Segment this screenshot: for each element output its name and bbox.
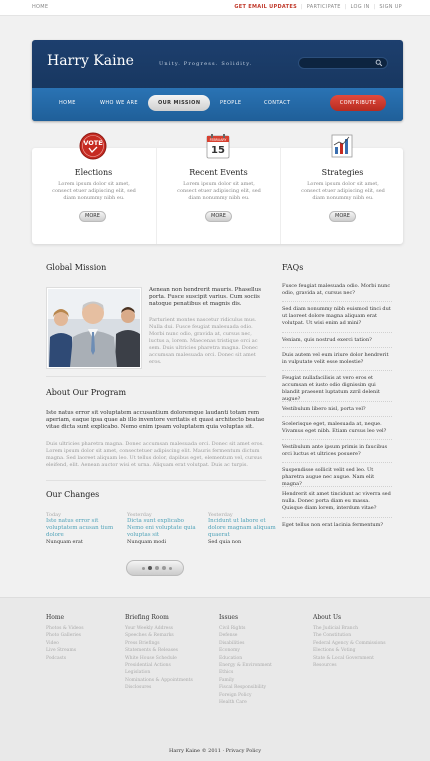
footer-link[interactable]: Your Weekly Address [125, 626, 173, 631]
faq-divider [282, 462, 392, 463]
login-link[interactable]: LOG IN [350, 4, 370, 10]
footer-link[interactable]: Podcasts [46, 655, 67, 661]
email-updates-link[interactable]: GET EMAIL UPDATES [234, 4, 298, 10]
footer-link[interactable]: Ethics [219, 670, 234, 676]
contribute-button[interactable]: CONTRIBUTE [330, 95, 386, 111]
feature-text: Lorem ipsum dolor sit amet, consect etuer adipiscing elit, sed diam nonummy nibh eu. [301, 181, 385, 201]
faq-item[interactable]: Eget tellus non erat lacinia fermentum? [282, 522, 384, 528]
nav-item-our-mission[interactable]: OUR MISSION [148, 95, 210, 111]
change-sub: Nunquam modi [127, 539, 167, 545]
footer-link[interactable]: Press Briefings [125, 640, 160, 646]
footer-link[interactable]: Elections & Voting [313, 648, 356, 654]
changes-pager [126, 560, 184, 576]
faq-item[interactable]: Hendrerit sit amet tincidunt ac viverra sed nulla. Donec porta diam eu massa. Quisque diam lorem, interdum vitae? [282, 491, 391, 511]
feature-elections [32, 139, 155, 244]
section-title-changes: Our Changes [46, 490, 100, 499]
faq-item[interactable]: Suspendisse sollicit velit sed leo. Ut pharetra augue nec augue. Nam elit magna? [282, 467, 375, 487]
participate-link[interactable]: PARTICIPATE [306, 4, 341, 10]
main-nav [32, 88, 403, 121]
copyright-text: Harry Kaine © 2011 · Privacy Policy [168, 748, 262, 754]
footer-link[interactable]: Fiscal Responsibility [219, 685, 267, 691]
top-bar [0, 0, 430, 16]
vote-badge-icon [79, 132, 107, 160]
footer-link[interactable]: Presidential Actions [125, 663, 171, 669]
footer-link[interactable]: Resources [313, 663, 337, 669]
footer-link[interactable]: Speeches & Remarks [125, 633, 174, 639]
footer-link[interactable]: Civil Rights [219, 626, 246, 631]
faq-divider [282, 301, 392, 302]
site-tagline: Unity. Progress. Solidity. [159, 61, 253, 67]
faq-divider [282, 370, 392, 371]
program-body: Duis ultricies pharetra magna. Donec accumsan malesuada orci. Donec sit amet eros. Lorem ipsum dolor sit amet, consectetuer adipiscing elit. Mauris fermentum dictum magna. Sed laoreet aliquam leo. Ut tellus dolor, dapibus eget, elementum vel, cursus eleifend, elit. Aenean auctor wisi et urna. Aliquam erat volutpat. Duis ac turpis. [46, 441, 264, 468]
site-logo[interactable]: Harry Kaine [47, 53, 134, 69]
site-footer [0, 597, 430, 761]
faq-item[interactable]: Veniam, quis nostrud exerci tation? [282, 337, 372, 343]
faq-item[interactable]: Sed diam nonummy nibh euismod tinci dut ut laoreet dolore magna aliquam erat volutpat. Ut wisi enim ad mini? [282, 306, 391, 326]
change-link[interactable]: Dicta sunt explicabo Nemo eni voluptate quia voluptas sit [127, 518, 196, 538]
footer-link[interactable]: Energy & Environment [219, 663, 272, 669]
change-date: Yesterday [127, 512, 152, 518]
feature-text: Lorem ipsum dolor sit amet, consect etuer adipiscing elit, sed diam nonummy nibh eu. [52, 181, 136, 201]
footer-heading[interactable]: Home [46, 614, 65, 621]
change-item [46, 512, 120, 545]
mission-body: Parturient montes nascetur ridiculus mus. Nulla dui. Fusce feugiat malesuada odio. Morbi nunc odio, gravida at, cursus nec, luctus a, lorem. Maecenas tristique orci ac sem. Duis ultricies pharetra magna. Donec accumsan malesuada orci. Donec sit amet eros. [149, 317, 258, 365]
faq-divider [282, 416, 392, 417]
footer-link[interactable]: Photos & Videos [46, 626, 84, 631]
calendar-icon [204, 132, 232, 160]
pager-dot[interactable] [155, 566, 159, 570]
pager-dot-active[interactable] [148, 566, 152, 570]
more-button[interactable]: MORE [205, 211, 232, 222]
change-date: Today [46, 512, 61, 518]
vote-badge-text: VOTE [83, 139, 103, 147]
footer-column-issues [219, 614, 272, 706]
footer-link[interactable]: Health Care [219, 700, 247, 706]
faq-divider [282, 347, 392, 348]
footer-heading[interactable]: Briefing Room [125, 614, 169, 621]
footer-link[interactable]: Video [46, 640, 59, 646]
more-button[interactable]: MORE [329, 211, 356, 222]
feature-strategies [280, 148, 403, 244]
top-sep-2: | [344, 4, 347, 10]
more-button[interactable]: MORE [79, 211, 106, 222]
change-item [208, 512, 282, 545]
footer-column-briefing [125, 614, 193, 692]
feature-title: Recent Events [189, 168, 248, 177]
faq-item[interactable]: Vestibulum libero nisl, porta vel? [282, 406, 366, 412]
faq-item[interactable]: Scelerisque eget, malesuada at, neque. Vivamus eget nibh. Etiam cursus leo vel? [282, 421, 387, 434]
footer-link[interactable]: Statements & Releases [125, 648, 178, 654]
feature-title: Elections [74, 168, 113, 177]
signup-link[interactable]: SIGN UP [379, 4, 402, 10]
search-input[interactable] [298, 57, 388, 69]
divider [46, 480, 266, 481]
mission-lead: Aenean non hendrerit mauris. Phasellus porta. Fusce suscipit varius. Cum sociis natoque penatibus et magnis dis. [149, 287, 262, 307]
footer-heading[interactable]: Issues [219, 614, 239, 621]
change-date: Yesterday [208, 512, 233, 518]
divider [46, 376, 266, 377]
footer-link[interactable]: Foreign Policy [219, 692, 252, 698]
feature-boxes [32, 138, 403, 244]
footer-link[interactable]: Federal Agency & Commissions [313, 640, 386, 646]
search-icon[interactable] [375, 59, 383, 67]
section-title-program: About Our Program [46, 388, 127, 397]
footer-link[interactable]: Live Streams [46, 648, 77, 654]
footer-link[interactable]: White House Schedule [125, 655, 177, 661]
top-sep-3: | [373, 4, 376, 10]
faq-item[interactable]: Feugiat nullafacilisis at vero eros et accumsan et iusto odio dignissim qui blandit praesent luptatum zzril delenit augue? [282, 375, 380, 402]
team-photo-image [48, 289, 140, 367]
change-link[interactable]: Iste natus error sit voluptatem acusan tium dolore [46, 518, 114, 538]
footer-column-home [46, 614, 84, 662]
nav-item-who-we-are[interactable]: WHO WE ARE [100, 100, 138, 106]
mission-photo [46, 287, 142, 369]
nav-item-contact[interactable]: CONTACT [264, 100, 291, 106]
footer-link[interactable]: Family [219, 677, 235, 683]
footer-link[interactable]: Legislation [125, 670, 151, 676]
feature-text: Lorem ipsum dolor sit amet, consect etuer adipiscing elit, sed diam nonummy nibh eu. [177, 181, 261, 201]
pager-dot[interactable] [162, 566, 166, 570]
calendar-month: FEBRUARY [209, 138, 227, 142]
faq-item[interactable]: Duis autem vel eum iriure dolor hendrerit in vulputate velit esse molestie? [282, 352, 389, 365]
footer-column-about [313, 614, 386, 669]
change-sub: Nunquam erat [46, 539, 83, 545]
site-header [32, 40, 403, 121]
footer-link[interactable]: Defense [219, 633, 238, 639]
section-title-faqs: FAQs [282, 263, 304, 272]
feature-title: Strategies [321, 168, 364, 177]
footer-link[interactable]: Education [219, 655, 243, 661]
footer-link[interactable]: The Constitution [313, 633, 352, 639]
calendar-day: 15 [211, 145, 225, 156]
footer-link[interactable]: Nominations & Appointments [125, 677, 193, 683]
footer-link[interactable]: State & Local Government [313, 655, 374, 661]
faq-item[interactable]: Vestibulum ante ipsum primis in faucibus orci luctus et ultrices posuere? [282, 444, 388, 457]
faq-divider [282, 332, 392, 333]
footer-heading[interactable]: About Us [313, 614, 342, 621]
footer-link[interactable]: Economy [219, 648, 240, 654]
faq-divider [282, 486, 392, 487]
section-title-mission: Global Mission [46, 263, 107, 272]
change-sub: Sed quia non [208, 539, 242, 545]
footer-link[interactable]: Photo Galleries [46, 633, 81, 639]
change-link[interactable]: Incidunt ut labore et dolore magnam aliquam quaerat [208, 518, 276, 538]
faq-divider [282, 401, 392, 402]
nav-item-people[interactable]: PEOPLE [220, 100, 242, 106]
faq-item[interactable]: Fusce feugiat malesuada odio. Morbi nunc odio, gravida at, cursus nec? [282, 283, 391, 296]
feature-recent-events [156, 138, 279, 244]
nav-item-home[interactable]: HOME [59, 100, 76, 106]
footer-link[interactable]: Disabilities [219, 640, 245, 646]
faq-divider [282, 439, 392, 440]
pager-dot[interactable] [142, 567, 145, 570]
footer-link[interactable]: The Judicial Branch [313, 626, 358, 631]
pager-dot[interactable] [169, 567, 172, 570]
faq-divider [282, 517, 392, 518]
strategy-chart-icon [328, 132, 356, 160]
change-item [127, 512, 201, 545]
program-lead: Iste natus error sit voluptatem accusantium doloremque laudanti totam rem aperiam, eaque ipsa quae ab illo inventore veritatis et quasi architecto beatae vitae dicta sunt explicabo. Nemo enim ipsam voluptatem quia voluptas sit. [46, 410, 265, 430]
top-links [234, 4, 402, 10]
top-home-link[interactable]: HOME [32, 4, 49, 10]
top-sep-1: | [300, 4, 303, 10]
footer-link[interactable]: Disclosures [125, 685, 152, 691]
